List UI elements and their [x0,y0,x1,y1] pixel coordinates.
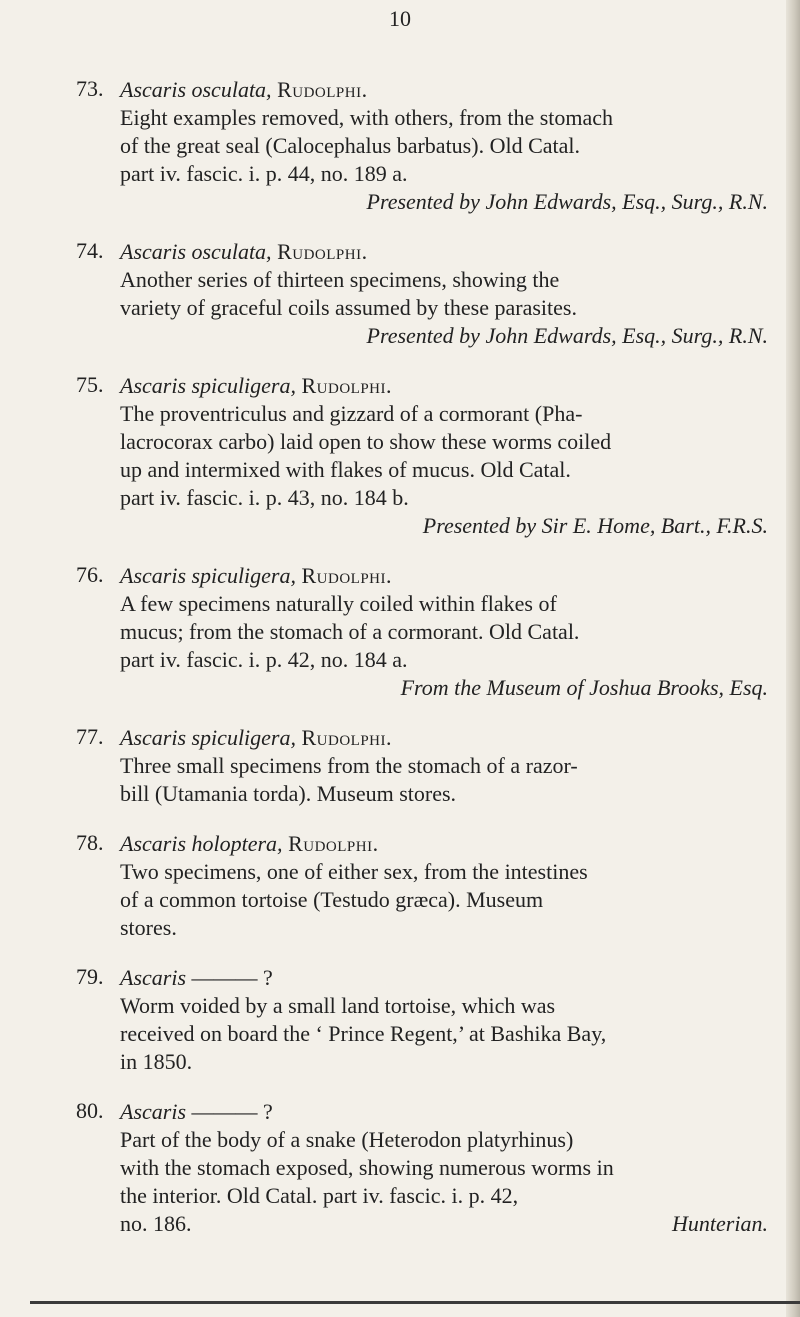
entry-heading [76,562,770,590]
description-line: bill (Utamania torda). Museum stores. [120,781,457,806]
entry-credit: Hunterian. [672,1211,768,1236]
species-name: Ascaris [120,1099,186,1124]
entry-heading [76,76,770,104]
species-unknown-marker: ——— ? [191,1099,273,1124]
page-number: 10 [389,6,411,31]
description-line: part iv. fascic. i. p. 44, no. 189 a. [120,161,408,186]
species-name: Ascaris spiculigera, [120,725,296,750]
species-name: Ascaris osculata, [120,77,272,102]
description-line: up and intermixed with flakes of mucus. Old Catal. [120,457,571,482]
entry-credit: Presented by John Edwards, Esq., Surg., R.N. [366,323,768,348]
description-line: The proventriculus and gizzard of a cormorant (Pha- [120,401,583,426]
species-author: Rudolphi. [301,373,393,398]
description-line: stores. [120,915,177,940]
entry-heading [76,1098,770,1126]
description-line: part iv. fascic. i. p. 42, no. 184 a. [120,647,408,672]
description-line: of a common tortoise (Testudo græca). Museum [120,887,544,912]
entry-description [76,992,770,1076]
description-line: variety of graceful coils assumed by these parasites. [120,295,577,320]
catalogue-entries [76,76,770,1260]
entry-description [76,1126,770,1238]
catalogue-entry [76,1098,770,1238]
description-line: mucus; from the stomach of a cormorant. Old Catal. [120,619,580,644]
entry-number: 76. [76,562,104,587]
species-author: Rudolphi. [277,239,368,264]
entry-heading [76,372,770,400]
description-line: Eight examples removed, with others, from the stomach [120,105,614,130]
species-name: Ascaris osculata, [120,239,272,264]
entry-number: 79. [76,964,104,989]
species-author: Rudolphi. [288,831,379,856]
page-edge-shadow [786,0,800,1317]
description-line: Three small specimens from the stomach of a razor- [120,753,578,778]
species-name: Ascaris [120,965,186,990]
catalogue-entry [76,238,770,350]
entry-number: 80. [76,1098,104,1123]
entry-heading [76,964,770,992]
description-line: received on board the ‘ Prince Regent,’ at Bashika Bay, [120,1021,607,1046]
entry-heading [76,724,770,752]
description-line: part iv. fascic. i. p. 43, no. 184 b. [120,485,409,510]
species-unknown-marker: ——— ? [191,965,273,990]
description-line: in 1850. [120,1049,193,1074]
catalogue-entry [76,724,770,808]
entry-credit: Presented by Sir E. Home, Bart., F.R.S. [422,513,768,538]
species-author: Rudolphi. [301,725,393,750]
entry-number: 74. [76,238,104,263]
entry-description [76,858,770,942]
species-author: Rudolphi. [277,77,368,102]
species-name: Ascaris holoptera, [120,831,283,856]
description-line: no. 186. [120,1211,192,1236]
bottom-rule [30,1301,800,1304]
catalogue-entry [76,830,770,942]
catalogue-entry [76,76,770,216]
entry-description [76,266,770,322]
entry-number: 77. [76,724,104,749]
entry-credit: From the Museum of Joshua Brooks, Esq. [400,675,768,700]
description-line: of the great seal (Calocephalus barbatus). Old Catal. [120,133,581,158]
entry-number: 78. [76,830,104,855]
description-line: Two specimens, one of either sex, from the intestines [120,859,588,884]
catalogue-entry [76,562,770,702]
species-name: Ascaris spiculigera, [120,563,296,588]
description-line: lacrocorax carbo) laid open to show these worms coiled [120,429,612,454]
entry-description [76,104,770,188]
entry-description [76,590,770,674]
description-line: Another series of thirteen specimens, showing the [120,267,560,292]
entry-description [76,752,770,808]
entry-description [76,400,770,512]
description-line: Worm voided by a small land tortoise, which was [120,993,556,1018]
entry-credit: Presented by John Edwards, Esq., Surg., R.N. [366,189,768,214]
description-line: Part of the body of a snake (Heterodon platyrhinus) [120,1127,574,1152]
catalogue-entry [76,372,770,540]
entry-number: 75. [76,372,104,397]
entry-heading [76,238,770,266]
species-author: Rudolphi. [301,563,393,588]
entry-heading [76,830,770,858]
entry-number: 73. [76,76,104,101]
catalogue-entry [76,964,770,1076]
species-name: Ascaris spiculigera, [120,373,296,398]
description-line: with the stomach exposed, showing numerous worms in [120,1155,614,1180]
description-line: the interior. Old Catal. part iv. fascic. i. p. 42, [120,1183,519,1208]
description-line: A few specimens naturally coiled within flakes of [120,591,557,616]
